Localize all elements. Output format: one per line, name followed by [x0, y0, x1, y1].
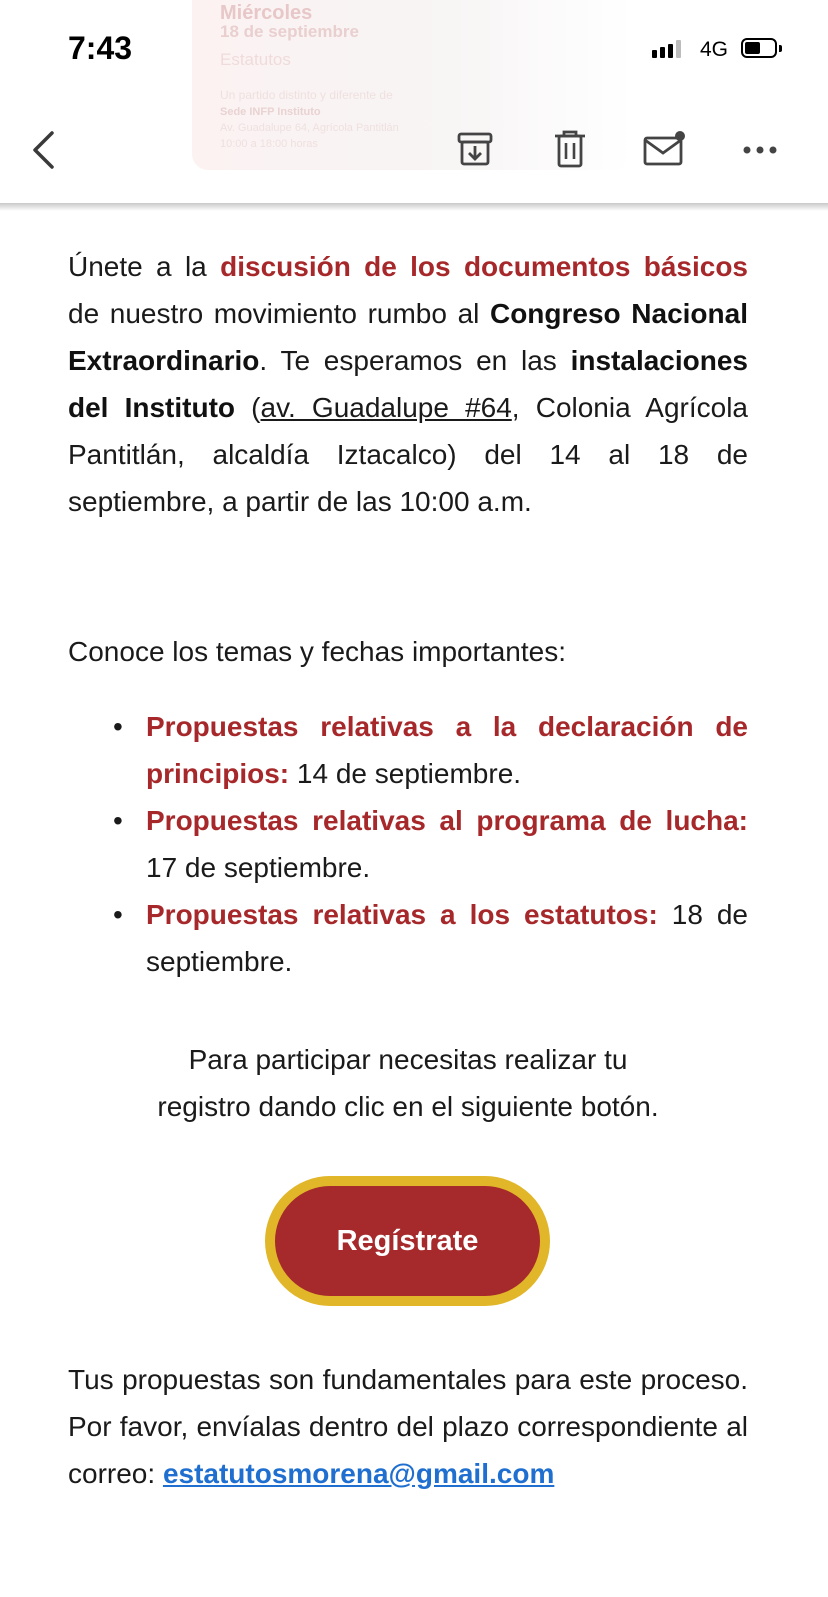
- intro-text: . Te esperamos en las: [259, 345, 571, 376]
- closing-text: Tus propuestas son fundamentales para este proceso. Por favor, envíalas dentro del plazo correspondiente al correo:: [68, 1364, 748, 1489]
- intro-text: de nuestro movimiento rumbo al: [68, 298, 490, 329]
- archive-button[interactable]: [452, 126, 498, 172]
- register-button[interactable]: [265, 1176, 550, 1306]
- closing-paragraph: [68, 1356, 748, 1497]
- preview-line: Miércoles: [220, 2, 313, 24]
- venue-name: instalaciones del Instituto: [68, 345, 748, 423]
- archive-icon: [456, 130, 494, 168]
- email-address-link[interactable]: estatutosmorena@gmail.com: [162, 1458, 555, 1489]
- preview-line: 10:00 a 18:00 horas: [220, 138, 318, 150]
- chevron-left-icon: [30, 130, 58, 170]
- address-link[interactable]: av. Guadalupe #64: [260, 392, 512, 423]
- bullet-icon: •: [113, 899, 123, 930]
- bullet-icon: •: [113, 805, 123, 836]
- intro-text: (: [235, 392, 261, 423]
- battery-icon: [741, 38, 783, 60]
- more-options-button[interactable]: [735, 130, 785, 170]
- more-horizontal-icon: [742, 144, 778, 156]
- preview-line: Un partido distinto y diferente de: [220, 88, 393, 102]
- preview-line: Estatutos: [220, 50, 291, 69]
- toolbar-shadow: [0, 203, 828, 211]
- preview-line: 18 de septiembre: [220, 22, 359, 41]
- intro-paragraph: [68, 243, 748, 525]
- mark-unread-button[interactable]: [640, 126, 690, 172]
- congress-name: Congreso Nacional Extraordinario: [68, 298, 748, 376]
- cellular-signal-icon: [652, 40, 681, 58]
- trash-icon: [552, 129, 588, 169]
- bullet-icon: •: [113, 711, 123, 742]
- status-time: 7:43: [68, 30, 133, 66]
- topic-label: Propuestas relativas a la declaración de principios:: [146, 711, 748, 789]
- list-item: [113, 703, 748, 797]
- list-item: [113, 891, 748, 985]
- topics-intro: Conoce los temas y fechas importantes:: [68, 636, 567, 667]
- intro-text: , Colonia Agrícola Pantitlán, alcaldía Iztacalco) del 14 al 18 de septiembre, a partir de las 10:00 a.m.: [68, 392, 748, 517]
- network-type: 4G: [700, 38, 729, 61]
- topic-label: Propuestas relativas a los estatutos:: [146, 899, 658, 930]
- topics-list: [68, 703, 748, 985]
- topic-date: 18 de septiembre.: [146, 899, 748, 977]
- topic-date: 17 de septiembre.: [146, 852, 371, 883]
- list-item: [113, 797, 748, 891]
- delete-button[interactable]: [547, 126, 593, 172]
- instruction-line: registro dando clic en el siguiente botón.: [157, 1091, 659, 1122]
- preview-line: Sede INFP Instituto: [220, 106, 321, 118]
- email-body: [68, 243, 749, 1489]
- email-toolbar: [0, 100, 828, 208]
- intro-text: Únete a la: [68, 251, 221, 282]
- preview-line: Av. Guadalupe 64, Agrícola Pantitlán: [220, 122, 399, 134]
- mail-unread-icon: [642, 129, 688, 169]
- registration-instructions: [68, 1036, 748, 1130]
- back-button[interactable]: [22, 122, 66, 178]
- highlight-basic-documents: discusión de los documentos básicos: [220, 251, 749, 282]
- topic-label: Propuestas relativas al programa de lucha:: [146, 805, 748, 836]
- topic-date: 14 de septiembre.: [289, 758, 522, 789]
- instruction-line: Para participar necesitas realizar tu: [188, 1044, 628, 1075]
- register-button-label: Regístrate: [336, 1224, 479, 1257]
